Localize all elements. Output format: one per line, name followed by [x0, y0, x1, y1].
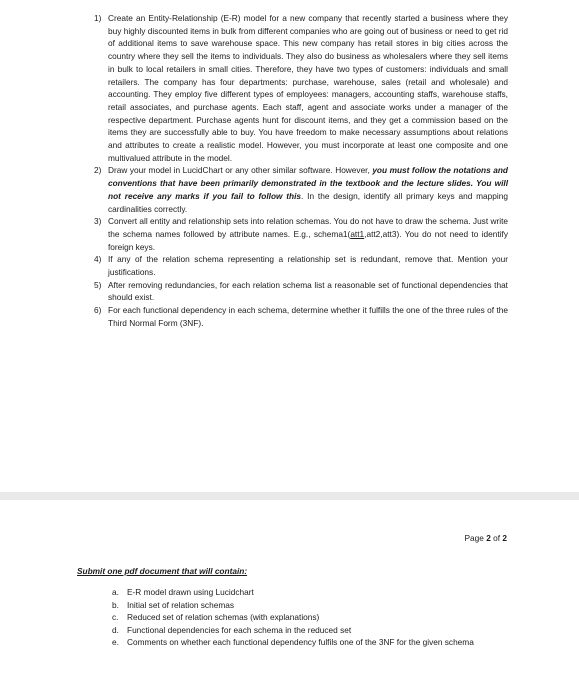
- deliverable-text: Functional dependencies for each schema in the reduced set: [127, 624, 352, 635]
- deliverable-letter: d.: [112, 624, 119, 635]
- item-number: 2): [94, 165, 102, 176]
- deliverable-item: [112, 586, 508, 599]
- item-number: 6): [94, 305, 102, 316]
- deliverable-item: [112, 599, 508, 612]
- deliverable-letter: e.: [112, 637, 119, 648]
- item-text-part: Draw your model in LucidChart or any other similar software. However,: [108, 165, 373, 176]
- primary-key-underlined: att1: [350, 228, 365, 239]
- deliverables-list: [112, 586, 508, 649]
- item-text: If any of the relation schema representing a relationship set is redundant, remove that. Mention your justifications.: [108, 254, 508, 278]
- page-of: of: [493, 533, 501, 543]
- deliverable-text: Reduced set of relation schemas (with explanations): [127, 612, 320, 623]
- item-number: 1): [94, 13, 102, 23]
- item-text-emphasis: you must follow the notations and conventions that have been primarily demonstrated in the textbook and the lecture slides. You will not receive any marks if you fail to follow this: [108, 165, 508, 201]
- item-number: 5): [94, 279, 102, 290]
- instruction-item-3: [94, 215, 508, 253]
- item-text: After removing redundancies, for each relation schema list a reasonable set of functional dependencies that should exist.: [108, 279, 508, 303]
- item-number: 3): [94, 216, 102, 227]
- deliverable-text: E-R model drawn using Lucidchart: [127, 587, 254, 597]
- item-text: [108, 215, 508, 253]
- item-text-part: Convert all entity and relationship sets into relation schemas. You do not have to draw the schema. Just write the schema names followed by attribute names. E.g., schema1(: [108, 216, 508, 239]
- item-text: [108, 164, 508, 215]
- item-text-part: ,att2,att3). You do not need to identify foreign keys.: [108, 228, 508, 252]
- deliverable-item: [112, 624, 508, 637]
- instruction-item-5: [94, 279, 508, 304]
- instruction-item-6: [94, 304, 508, 329]
- instruction-item-1: [94, 12, 508, 164]
- submit-heading: Submit one pdf document that will contain:: [77, 566, 248, 576]
- item-text: Create an Entity-Relationship (E-R) model for a new company that recently started a business where they buy highly discounted items in bulk from different companies who are going out of business or need to get rid of additional items to save warehouse space. This new company has retail stores in big cities across the country where they sell the items to individuals. They also do business as wholesalers where they sell items in bulk to local retailers in small cities. Therefore, they have two types of customers: individuals and small retailers. The company has four departments: purchase, warehouse, sales (retail and wholesale) and accounting. They employ five different types of employees: managers, accounting staffs, warehouse staffs, retail associates, and purchase agents. Each staff, agent and associate works under a manager of the respective department. Purchase agents hunt for discount items, and they get a commission based on the items they are successfully able to buy. You have freedom to make necessary assumptions about relations and attributes to create a realistic model. However, you must incorporate at least one composite and one multivalued attribute in the model.: [108, 13, 508, 163]
- deliverable-letter: b.: [112, 599, 119, 610]
- item-text-part: . In the design, identify all primary keys and mapping cardinalities correctly.: [108, 190, 508, 214]
- item-text: For each functional dependency in each schema, determine whether it fulfills the one of the three rules of the Third Normal Form (3NF).: [108, 305, 508, 328]
- deliverable-text: Initial set of relation schemas: [127, 599, 234, 610]
- item-number: 4): [94, 254, 102, 265]
- instruction-item-2: [94, 164, 508, 215]
- instruction-list: [94, 12, 508, 330]
- deliverable-letter: a.: [112, 587, 119, 597]
- deliverable-letter: c.: [112, 612, 119, 623]
- document-page-2: [0, 500, 579, 700]
- instruction-item-4: [94, 253, 508, 278]
- page-label: Page: [464, 533, 484, 543]
- deliverable-item: [112, 636, 508, 649]
- page-total: 2: [502, 533, 507, 543]
- deliverable-item: [112, 611, 508, 624]
- deliverable-text: Comments on whether each functional dependency fulfils one of the 3NF for the given schema: [127, 637, 474, 648]
- page-current: 2: [486, 533, 491, 543]
- page-number: [465, 533, 508, 543]
